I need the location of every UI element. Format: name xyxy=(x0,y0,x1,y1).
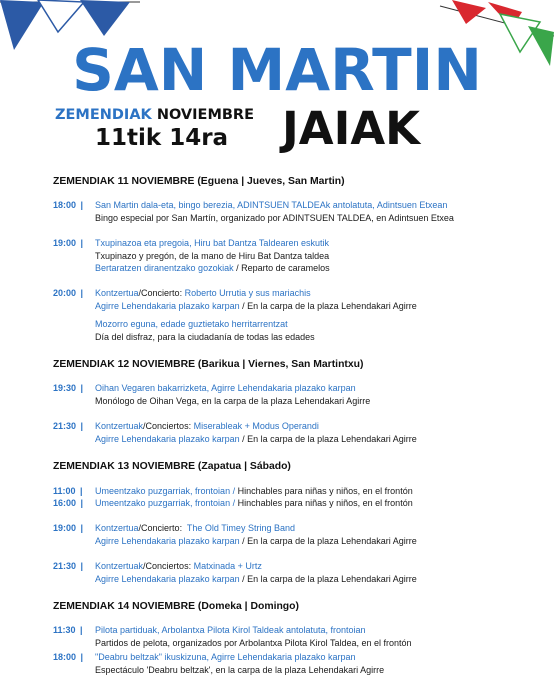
day-section xyxy=(53,601,533,676)
event-performer: Miserableak + Modus Operandi xyxy=(193,421,319,432)
event-performer: The Old Timey String Band xyxy=(186,523,295,534)
event-time: 18:00 | xyxy=(53,652,84,663)
event-extra-basque: Mozorro eguna, edade guztietako herritarrentzat xyxy=(95,319,288,330)
event-basque: Txupinazoa eta pregoia, Hiru bat Dantza Taldearen eskutik xyxy=(95,238,329,249)
page-title: SAN MARTIN xyxy=(72,36,482,104)
event-time: 16:00 | xyxy=(53,497,84,508)
event-time: 11:00 | xyxy=(53,485,83,496)
day-title: ZEMENDIAK 13 NOVIEMBRE (Zapatua | Sábado) xyxy=(53,461,291,473)
event-basque: Oihan Vegaren bakarrizketa, Agirre Lehendakaria plazako karpan xyxy=(95,383,356,394)
event-basque: Pilota partiduak, Arbolantxa Pilota Kirol Taldeak antolatuta, frontoian xyxy=(95,625,366,636)
event-spanish: Espectáculo 'Deabru beltzak', en la carpa de la plaza Lehendakari Agirre xyxy=(95,664,385,675)
event-item: 19:00 | Kontzertua/Concierto: The Old Timey String Band Agirre Lehendakaria plazako karpan / En la carpa de la plaza Lehendakari Agirre xyxy=(53,523,417,546)
program-content xyxy=(53,176,533,692)
event-performer: Matxinada + Urtz xyxy=(193,561,262,572)
event-time: 21:30 | xyxy=(53,561,84,572)
event-time: 19:00 | xyxy=(53,238,84,249)
event-item xyxy=(53,382,533,407)
event-item: 21:30 | Kontzertuak/Conciertos: Matxinada + Urtz Agirre Lehendakaria plazako karpan / En la carpa de la plaza Lehendakari Agirre xyxy=(53,561,417,584)
day-section xyxy=(53,176,533,343)
event-place-basque: Agirre Lehendakaria plazako karpan xyxy=(95,300,240,311)
subtitle-basque: ZEMENDIAK xyxy=(55,107,152,123)
event-spanish: Txupinazo y pregón, de la mano de Hiru Bat Dantza taldea xyxy=(95,250,330,261)
subtitle-spanish: NOVIEMBRE xyxy=(156,107,254,123)
event-time: 19:30 | xyxy=(53,383,84,394)
event-time: 21:30 | xyxy=(53,421,84,432)
event-item: 21:30 | Kontzertuak/Conciertos: Miserableak + Modus Operandi Agirre Lehendakaria plazako karpan / En la carpa de la plaza Lehendakari Agirre xyxy=(53,421,417,444)
event-item: 19:00 | Txupinazoa eta pregoia, Hiru bat Dantza Taldearen eskutik Txupinazo y pregón, de la mano de Hiru Bat Dantza taldea Bertaratzen diranentzako gozokiak / Reparto de caramelos xyxy=(53,237,533,274)
event-extra-spanish: Día del disfraz, para la ciudadanía de todas las edades xyxy=(95,331,315,342)
event-place-basque: Agirre Lehendakaria plazako karpan xyxy=(95,433,240,444)
event-spanish: Bingo especial por San Martín, organizado por ADINTSUEN TALDEA, en Adintsuen Etxea xyxy=(95,212,454,223)
event-item: 11:00 | Umeentzako puzgarriak, frontoian / Hinchables para niñas y niños, en el frontón xyxy=(53,485,413,496)
event-spanish: Partidos de pelota, organizados por Arbolantxa Pilota Kirol Taldea, en el frontón xyxy=(95,637,412,648)
event-spanish-2: Reparto de caramelos xyxy=(241,263,330,274)
event-basque: "Deabru beltzak" ikuskizuna, Agirre Lehendakaria plazako karpan xyxy=(95,652,356,663)
event-item: 20:00 | Kontzertua/Concierto: Roberto Urrutia y sus mariachis Agirre Lehendakaria plazako karpan / En la carpa de la plaza Lehendakari Agirre Mozorro eguna, edade guztietako herritarrentzat Día del disfraz, para la ciudadanía de todas las edades xyxy=(53,287,533,343)
event-time: 20:00 | xyxy=(53,288,84,299)
day-section xyxy=(53,359,533,445)
date-range: 11tik 14ra xyxy=(95,125,229,151)
event-item: 16:00 | Umeentzako puzgarriak, frontoian / Hinchables para niñas y niños, en el frontón xyxy=(53,497,413,508)
flag-red-1 xyxy=(452,0,486,24)
day-section xyxy=(53,461,533,585)
event-place-spanish: En la carpa de la plaza Lehendakari Agirre xyxy=(247,433,417,444)
event-performer: Roberto Urrutia y sus mariachis xyxy=(184,288,311,299)
jaiak-title: JAIAK xyxy=(282,102,421,155)
event-basque: San Martin dala-eta, bingo berezia, ADINTSUEN TALDEAk antolatuta, Adintsuen Etxean xyxy=(95,200,448,211)
event-place-spanish: En la carpa de la plaza Lehendakari Agirre xyxy=(247,300,417,311)
flag-blue-2 xyxy=(80,0,130,36)
event-basque-2: Bertaratzen diranentzako gozokiak xyxy=(95,263,234,274)
event-item xyxy=(53,199,533,224)
event-item xyxy=(53,651,533,676)
day-title: ZEMENDIAK 12 NOVIEMBRE (Barikua | Viernes, San Martintxu) xyxy=(53,359,364,371)
event-item xyxy=(53,624,533,649)
flag-white-1 xyxy=(38,0,84,32)
day-title: ZEMENDIAK 14 NOVIEMBRE (Domeka | Domingo) xyxy=(53,600,299,612)
subtitle xyxy=(55,106,254,124)
event-time: 11:30 | xyxy=(53,625,83,636)
event-time: 19:00 | xyxy=(53,523,84,534)
event-spanish: Monólogo de Oihan Vega, en la carpa de la plaza Lehendakari Agirre xyxy=(95,395,371,406)
event-time: 18:00 | xyxy=(53,200,84,211)
day-title: ZEMENDIAK 11 NOVIEMBRE (Eguena | Jueves, San Martin) xyxy=(53,176,345,187)
